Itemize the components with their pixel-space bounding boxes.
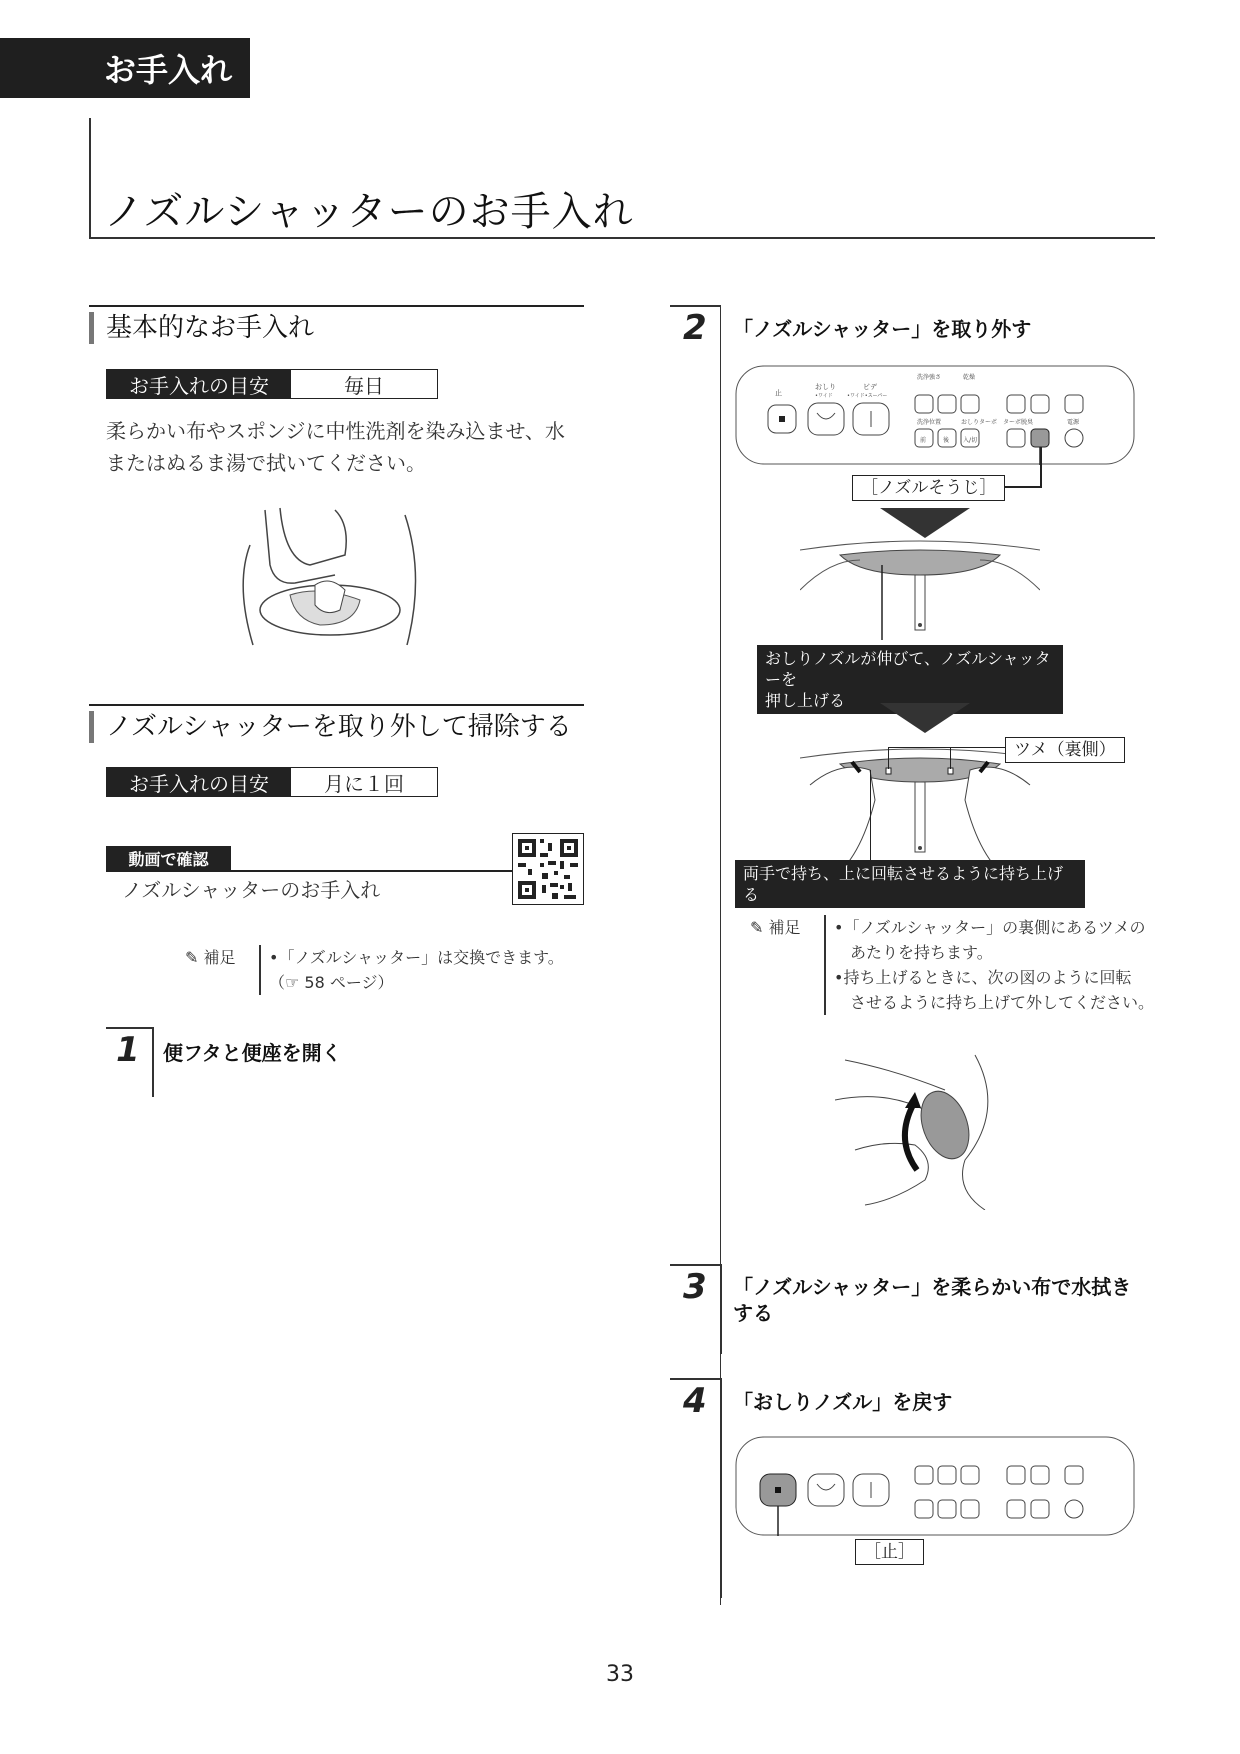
step-title-line: 「ノズルシャッター」を柔らかい布で水拭き bbox=[733, 1275, 1132, 1299]
step-title: 便フタと便座を開く bbox=[163, 1041, 342, 1065]
claw-label: ツメ（裏側） bbox=[1005, 737, 1125, 763]
note-line: させるように持ち上げて外してください。 bbox=[834, 993, 1155, 1012]
leader-line bbox=[888, 747, 889, 769]
page-title: ノズルシャッターのお手入れ bbox=[104, 189, 634, 235]
panel-label: 入/切 bbox=[963, 437, 978, 444]
leader-line bbox=[950, 747, 951, 769]
nozzle-clean-button[interactable] bbox=[1031, 429, 1049, 447]
section-tab bbox=[0, 38, 250, 98]
remove-heading: ノズルシャッターを取り外して掃除する bbox=[89, 711, 572, 743]
pencil-icon: ✎ bbox=[750, 918, 764, 937]
step-rule bbox=[670, 1264, 721, 1266]
note-label: 補足 bbox=[768, 918, 801, 937]
section-tab-label: お手入れ bbox=[104, 51, 233, 89]
toilet-wipe-illustration bbox=[225, 505, 435, 650]
note-line: •「ノズルシャッター」は交換できます。 bbox=[269, 948, 564, 967]
note-body bbox=[259, 945, 564, 995]
panel-label: 洗浄強さ bbox=[917, 374, 942, 381]
hands-lift-illustration bbox=[800, 740, 1040, 880]
step-rule bbox=[670, 1378, 721, 1380]
title-vline bbox=[89, 118, 91, 238]
note-line: あたりを持ちます。 bbox=[834, 943, 993, 962]
power-button[interactable] bbox=[1065, 429, 1083, 447]
nozzle-clean-label: ［ノズルそうじ］ bbox=[852, 475, 1005, 501]
caption-line: 押し上げる bbox=[765, 691, 846, 710]
note-label-wrap bbox=[750, 915, 824, 1015]
leader-line bbox=[1040, 447, 1042, 488]
note-line: •「ノズルシャッター」の裏側にあるツメの bbox=[834, 918, 1146, 937]
basic-text-line: 柔らかい布やスポンジに中性洗剤を染み込ませ、水 bbox=[106, 419, 565, 443]
step-number: 2 bbox=[683, 308, 707, 348]
section-rule bbox=[89, 305, 584, 307]
leader-line bbox=[870, 770, 871, 862]
section-rule bbox=[89, 704, 584, 706]
step-rule bbox=[106, 1027, 154, 1029]
video-title: ノズルシャッターのお手入れ bbox=[122, 878, 381, 902]
guide-key: お手入れの目安 bbox=[107, 370, 291, 398]
step2-note bbox=[750, 915, 1154, 1015]
rotate-illustration bbox=[835, 1050, 1025, 1210]
nozzle-extend-illustration bbox=[800, 540, 1040, 650]
remove-note bbox=[185, 945, 564, 995]
caption-line: おしりノズルが伸びて、ノズルシャッターを bbox=[765, 649, 1051, 689]
panel-label: 乾燥 bbox=[963, 374, 976, 381]
note-label: 補足 bbox=[203, 948, 236, 967]
leader-line bbox=[888, 747, 1006, 748]
note-line: •持ち上げるときに、次の図のように回転 bbox=[834, 968, 1132, 987]
step-number: 1 bbox=[116, 1030, 140, 1070]
step-title: 「ノズルシャッター」を取り外す bbox=[733, 317, 1032, 341]
chevron-down-icon bbox=[880, 508, 970, 542]
guide-key: お手入れの目安 bbox=[107, 768, 291, 796]
note-line[interactable]: （☞ 58 ページ） bbox=[269, 973, 394, 992]
basic-guide bbox=[106, 369, 438, 399]
panel-label: おしり bbox=[815, 383, 836, 391]
guide-value: 月に１回 bbox=[324, 771, 404, 796]
panel-label: 後 bbox=[943, 437, 950, 444]
caption-lift: 両手で持ち、上に回転させるように持ち上げる bbox=[735, 860, 1085, 908]
basic-text-line: またはぬるま湯で拭いてください。 bbox=[106, 451, 426, 475]
control-panel-step4 bbox=[735, 1436, 1135, 1536]
step-title bbox=[733, 1274, 1131, 1326]
remove-guide bbox=[106, 767, 438, 797]
panel-label: ターボ脱臭 bbox=[1003, 419, 1034, 426]
step-number: 4 bbox=[683, 1381, 707, 1421]
page-number: 33 bbox=[606, 1662, 634, 1687]
note-body bbox=[824, 915, 1154, 1015]
step-number: 3 bbox=[683, 1267, 707, 1307]
step-title: 「おしりノズル」を戻す bbox=[733, 1390, 953, 1414]
step-line bbox=[152, 1027, 154, 1097]
pencil-icon: ✎ bbox=[185, 948, 199, 967]
chevron-down-icon bbox=[880, 703, 970, 737]
guide-value: 毎日 bbox=[344, 373, 384, 398]
note-label-wrap bbox=[185, 945, 259, 995]
step-rule bbox=[670, 305, 721, 307]
panel-label: •ワイド•スーパー bbox=[847, 393, 888, 399]
panel-label: 前 bbox=[920, 437, 927, 444]
panel-label: ビデ bbox=[863, 383, 877, 391]
title-underline bbox=[89, 237, 1155, 239]
basic-text bbox=[106, 415, 565, 479]
step-line bbox=[720, 1264, 722, 1354]
qr-code[interactable] bbox=[512, 833, 584, 905]
video-rule bbox=[106, 870, 516, 872]
panel-label: •ワイド bbox=[815, 393, 833, 399]
panel-label: おしりターボ bbox=[961, 419, 998, 426]
basic-heading: 基本的なお手入れ bbox=[89, 312, 314, 344]
step-title-line: する bbox=[733, 1301, 773, 1325]
video-badge: 動画で確認 bbox=[106, 846, 231, 870]
control-panel bbox=[735, 365, 1135, 465]
step-line bbox=[720, 1378, 722, 1598]
stop-label: ［止］ bbox=[855, 1539, 924, 1565]
panel-label: 止 bbox=[775, 389, 782, 397]
panel-label: 電源 bbox=[1067, 419, 1080, 426]
panel-label: 洗浄位置 bbox=[917, 419, 942, 426]
